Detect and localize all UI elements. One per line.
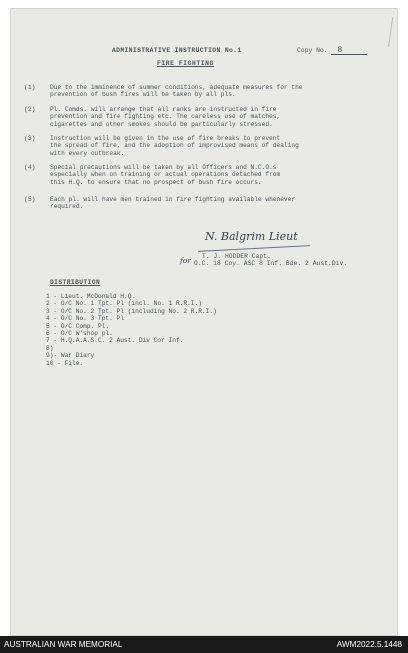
paragraph-line: Each pl. will have men trained in fire fighting available whenever: [50, 196, 296, 203]
paragraph-line: Instruction will be given in the use of fire breaks to prevent: [50, 135, 281, 142]
distribution-item: 6 - O/C W'shop pl.: [46, 330, 113, 338]
paragraph-number: (4): [24, 164, 36, 171]
paragraph-text: [50, 84, 376, 99]
distribution-title: DISTRIBUTION: [50, 279, 101, 286]
paragraph-line: with every outbreak.: [50, 149, 125, 157]
paragraph-line: prevention and fire fighting etc. The careless use of matches,: [50, 113, 281, 121]
distribution-item: 10 - File.: [46, 359, 84, 367]
paragraph-text: [50, 135, 376, 157]
footer-bar: [0, 636, 408, 653]
copy-number-field: [297, 47, 367, 55]
paragraph-line: cigarettes and other smokes should be particularly stressed.: [50, 120, 273, 128]
paragraph-line: Due to the imminence of summer conditions, adequate measures for the: [50, 84, 303, 91]
signer-name: T. J. HODDER Capt.: [202, 253, 271, 260]
distribution-item: 1 - Lieut. McDonald H.Q.: [46, 293, 136, 300]
paragraph-line: this H.Q. to ensure that no prospect of bush fire occurs.: [50, 178, 262, 186]
paragraph-text: [50, 106, 376, 128]
distribution-list: [46, 293, 217, 367]
paragraph-line: required.: [50, 203, 84, 211]
footer-accession-number: AWM2022.5.1448: [336, 640, 402, 649]
paragraph-number: (2): [24, 106, 36, 113]
for-handwritten: for: [180, 256, 191, 265]
distribution-item: 5 - O/C Comp. Pl.: [46, 322, 110, 330]
paragraph-line: the spread of fire, and the adoption of improvised means of dealing: [50, 142, 299, 150]
section-heading: FIRE FIGHTING: [157, 60, 214, 67]
handwritten-signature: N. Balgrim Lieut: [205, 230, 298, 243]
distribution-item: 9)- War Diary: [46, 352, 95, 360]
distribution-item: 8): [46, 344, 54, 352]
distribution-item: 7 - H.Q.A.A.S.C. 2 Aust. Div Cor Inf.: [46, 337, 184, 345]
distribution-item: 3 - O/C No. 2 Tpt. Pl (including No. 2 R.R.I.): [46, 307, 217, 315]
copy-label: Copy No.: [297, 47, 328, 54]
paragraph-text: [50, 196, 376, 211]
footer-source: AUSTRALIAN WAR MEMORIAL: [4, 640, 123, 649]
paragraph-number: (1): [24, 84, 36, 91]
paragraph-number: (3): [24, 135, 36, 142]
document-title: ADMINISTRATIVE INSTRUCTION No.1: [112, 47, 242, 54]
signer-block: [194, 253, 347, 268]
paragraph-number: (5): [24, 196, 36, 203]
page-fold-mark: [388, 17, 402, 48]
paragraph-line: Special precautions will be taken by all Officers and N.C.O.s: [50, 164, 277, 171]
paragraph-line: prevention of bush fires will be taken by all pls.: [50, 91, 236, 99]
distribution-item: 2 - O/C No. 1 Tpt. Pl (incl. No. 1 R.R.I.): [46, 300, 202, 308]
paragraph-line: Pl. Comds. will arrange that all ranks are instructed in fire: [50, 106, 277, 113]
distribution-item: 4 - O/C No. 3 Tpt. Pl: [46, 315, 124, 323]
paragraph-text: [50, 164, 376, 186]
paragraph-line: especially when on training or actual operations detached from: [50, 171, 281, 179]
signer-unit: O.C. 18 Coy. ASC 8 Inf. Bde. 2 Aust.Div.: [194, 260, 348, 268]
copy-number: 8: [331, 47, 367, 55]
